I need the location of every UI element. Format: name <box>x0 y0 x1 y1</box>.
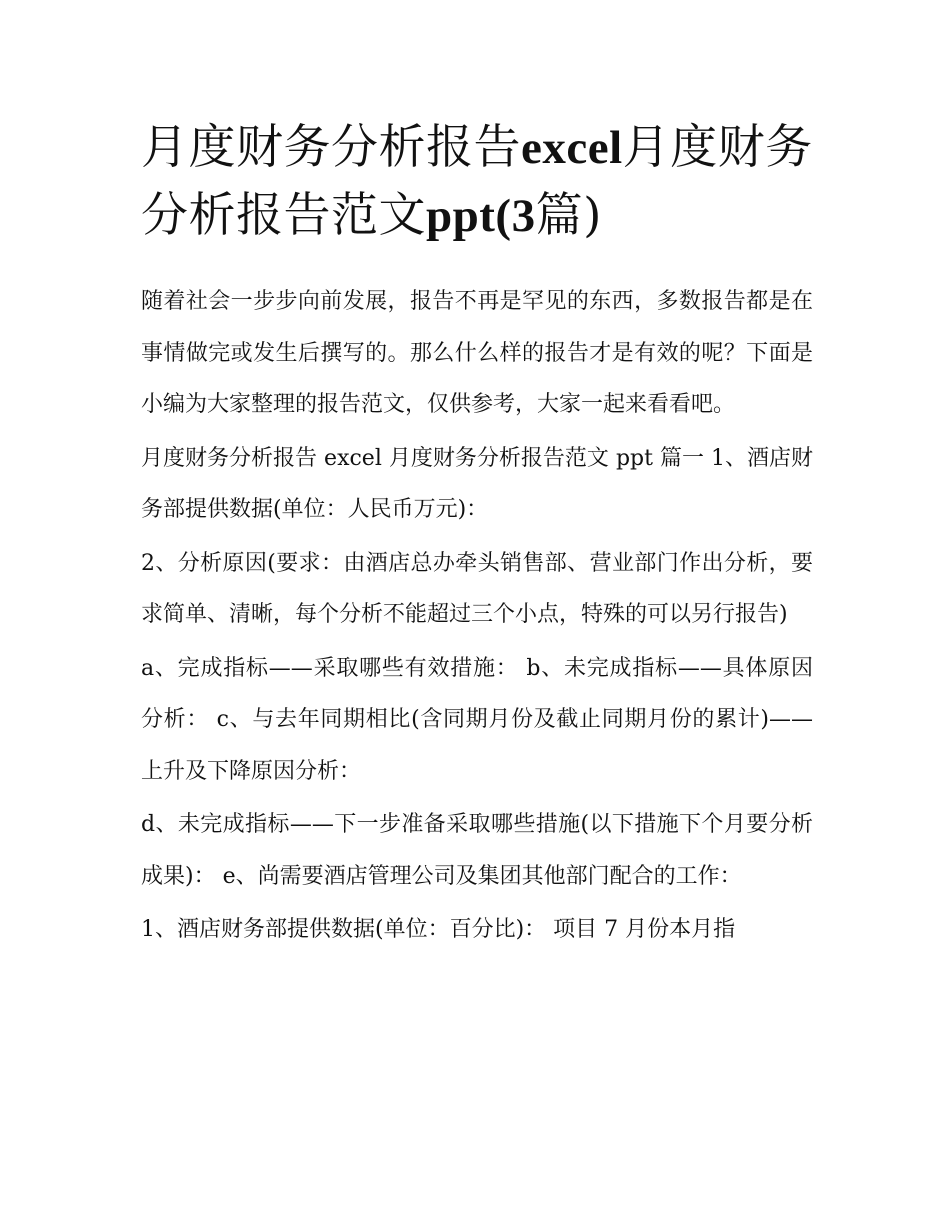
title-part-5: 篇) <box>535 188 602 243</box>
title-part-2: excel <box>521 122 623 174</box>
document-body <box>141 114 813 958</box>
intro-paragraph: 随着社会一步步向前发展，报告不再是罕见的东西，多数报告都是在事情做完或发生后撰写的。那么什么样的报告才是有效的呢？下面是小编为大家整理的报告范文，仅供参考，大家一起来看看吧。 <box>141 289 813 417</box>
analysis-reason-paragraph: 2、分析原因(要求：由酒店总办牵头销售部、营业部门作出分析，要求简单、清晰，每个分析不能超过三个小点，特殊的可以另行报告) <box>141 550 813 627</box>
document-title <box>141 114 813 250</box>
data-table-intro-paragraph: 1、酒店财务部提供数据(单位：百分比)： 项目 7 月份本月指 <box>141 917 736 942</box>
section-one-paragraph: 月度财务分析报告 excel 月度财务分析报告范文 ppt 篇一 1、酒店财务部提供数据(单位：人民币万元)： <box>141 445 813 522</box>
title-part-1: 月度财务分析报告 <box>141 120 521 175</box>
title-part-4: ppt(3 <box>426 190 536 242</box>
indicator-analysis-paragraph: a、完成指标——采取哪些有效措施： b、未完成指标——具体原因分析： c、与去年同期相比(含同期月份及截止同期月份的累计)——上升及下降原因分析： <box>141 655 813 784</box>
title-part-3: 月度财务分析报告范文 <box>141 120 813 243</box>
measures-paragraph: d、未完成指标——下一步准备采取哪些措施(以下措施下个月要分析成果)： e、尚需要酒店管理公司及集团其他部门配合的工作： <box>141 812 813 889</box>
